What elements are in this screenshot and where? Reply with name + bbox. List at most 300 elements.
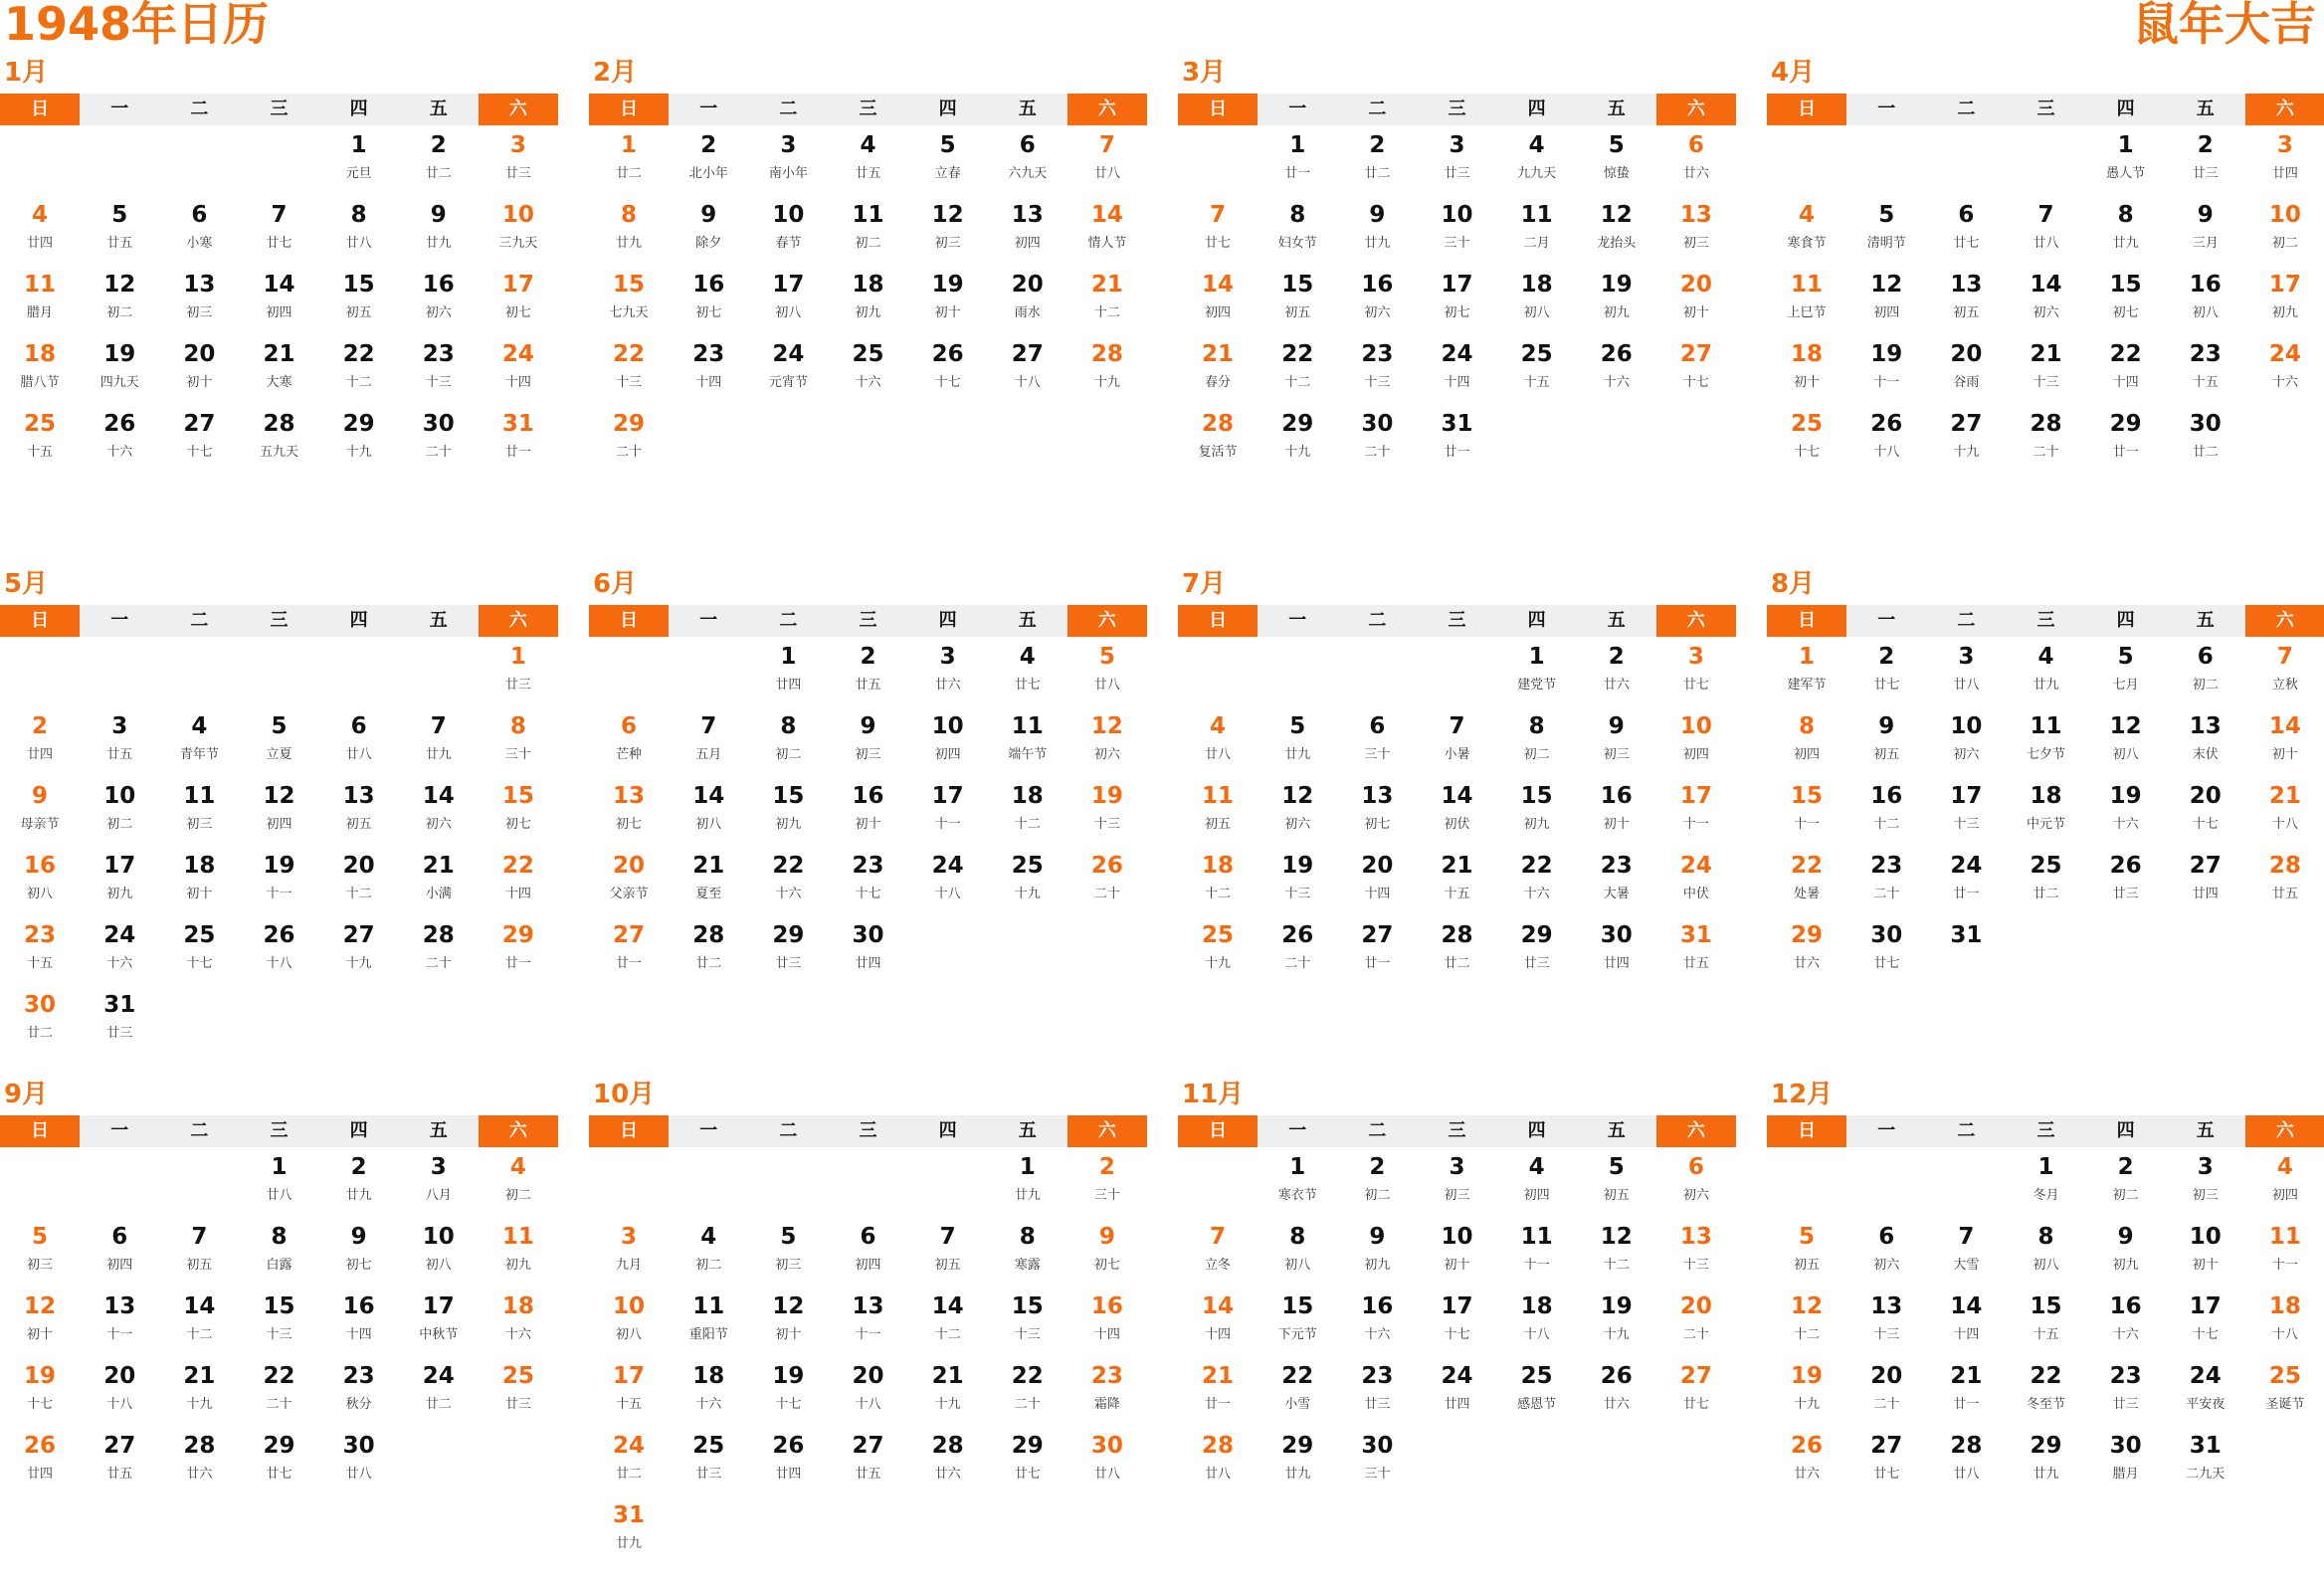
day-cell bbox=[2086, 1426, 2166, 1495]
day-number: 27 bbox=[613, 922, 646, 948]
day-cell bbox=[1656, 334, 1736, 404]
day-cell bbox=[319, 1287, 399, 1356]
day-cell bbox=[399, 915, 479, 985]
lunar-date: 十一 bbox=[2271, 1258, 2298, 1273]
day-number: 21 bbox=[183, 1363, 216, 1389]
day-number: 29 bbox=[501, 922, 534, 948]
day-cell bbox=[1258, 1287, 1337, 1356]
day-cell bbox=[1656, 1356, 1736, 1426]
day-cell bbox=[908, 706, 988, 776]
lunar-date: 廿七 bbox=[266, 1467, 292, 1482]
day-cell bbox=[399, 334, 479, 404]
day-cell bbox=[748, 915, 828, 985]
lunar-date: 廿二 bbox=[425, 1397, 452, 1412]
day-cell bbox=[319, 125, 399, 195]
day-number: 13 bbox=[1679, 202, 1712, 228]
day-number: 29 bbox=[2109, 411, 2142, 437]
day-number: 25 bbox=[183, 922, 216, 948]
weekday-label: 三 bbox=[270, 1120, 289, 1141]
day-number: 16 bbox=[2109, 1293, 2142, 1319]
day-cell bbox=[479, 1147, 558, 1217]
lunar-date: 建军节 bbox=[1787, 678, 1827, 693]
day-cell bbox=[1178, 915, 1258, 985]
day-number: 13 bbox=[613, 783, 646, 809]
month-title: 10月 bbox=[593, 1080, 656, 1109]
lunar-date: 十二 bbox=[186, 1327, 213, 1342]
day-number: 16 bbox=[1090, 1293, 1123, 1319]
day-number: 10 bbox=[931, 713, 964, 739]
lunar-date: 十三 bbox=[425, 375, 452, 390]
day-cell bbox=[1656, 706, 1736, 776]
lunar-date: 廿七 bbox=[1873, 956, 1900, 971]
lunar-date: 二十 bbox=[1873, 887, 1900, 901]
day-cell bbox=[828, 334, 907, 404]
day-number: 27 bbox=[183, 411, 216, 437]
lunar-date: 愚人节 bbox=[2106, 166, 2146, 181]
day-cell bbox=[0, 404, 80, 474]
day-cell bbox=[908, 637, 988, 706]
day-cell bbox=[908, 1356, 988, 1426]
day-number: 28 bbox=[263, 411, 295, 437]
day-cell bbox=[1497, 125, 1577, 195]
day-cell bbox=[1656, 776, 1736, 846]
day-number: 18 bbox=[1791, 341, 1824, 367]
day-number: 24 bbox=[772, 341, 805, 367]
day-cell bbox=[1767, 195, 1846, 265]
day-number: 27 bbox=[103, 1433, 136, 1459]
day-number: 3 bbox=[780, 132, 797, 158]
day-cell bbox=[1178, 1287, 1258, 1356]
day-number: 9 bbox=[1369, 1224, 1386, 1250]
day-cell bbox=[479, 404, 558, 474]
day-cell bbox=[2086, 1147, 2166, 1217]
lunar-date: 三十 bbox=[1364, 747, 1391, 762]
day-number: 14 bbox=[183, 1293, 216, 1319]
day-cell bbox=[399, 125, 479, 195]
day-number: 31 bbox=[103, 992, 136, 1018]
day-number: 11 bbox=[501, 1224, 534, 1250]
day-number: 30 bbox=[1600, 922, 1633, 948]
weekday-header bbox=[589, 605, 1147, 637]
lunar-date: 十八 bbox=[1523, 1327, 1550, 1342]
day-number: 17 bbox=[422, 1293, 455, 1319]
lunar-date: 十三 bbox=[1953, 817, 1980, 832]
day-number: 6 bbox=[2197, 644, 2214, 670]
lunar-date: 初四 bbox=[106, 1258, 133, 1273]
lunar-date: 除夕 bbox=[695, 236, 722, 251]
day-cell bbox=[2006, 195, 2085, 265]
day-number: 30 bbox=[24, 992, 57, 1018]
day-number: 4 bbox=[1528, 132, 1545, 158]
day-cell bbox=[748, 334, 828, 404]
lunar-date: 初二 bbox=[1523, 747, 1550, 762]
weekday-label: 日 bbox=[1767, 1115, 1846, 1147]
day-number: 25 bbox=[1520, 341, 1553, 367]
day-number: 20 bbox=[342, 853, 375, 879]
day-cell bbox=[589, 125, 669, 195]
day-number: 22 bbox=[1281, 341, 1314, 367]
month-title: 11月 bbox=[1182, 1080, 1245, 1109]
day-number: 15 bbox=[342, 272, 375, 298]
day-cell bbox=[908, 334, 988, 404]
lunar-date: 廿二 bbox=[616, 1467, 643, 1482]
lunar-date: 初四 bbox=[1205, 305, 1232, 320]
weekday-label: 日 bbox=[1178, 94, 1258, 125]
lunar-date: 龙抬头 bbox=[1597, 236, 1637, 251]
day-cell bbox=[589, 265, 669, 334]
day-number: 20 bbox=[2189, 783, 2222, 809]
day-number: 3 bbox=[2276, 132, 2293, 158]
lunar-date: 二十 bbox=[616, 445, 643, 460]
lunar-date: 十三 bbox=[1873, 1327, 1900, 1342]
day-number: 7 bbox=[1449, 713, 1465, 739]
lunar-date: 寒衣节 bbox=[1277, 1188, 1317, 1203]
day-cell bbox=[239, 915, 318, 985]
day-number: 13 bbox=[1870, 1293, 1903, 1319]
day-cell bbox=[908, 265, 988, 334]
day-cell bbox=[319, 195, 399, 265]
weekday-label: 日 bbox=[0, 94, 80, 125]
day-number: 23 bbox=[1361, 341, 1394, 367]
day-number: 11 bbox=[1520, 1224, 1553, 1250]
day-number: 1 bbox=[2037, 1154, 2054, 1180]
lunar-date: 初九 bbox=[504, 1258, 531, 1273]
day-number: 18 bbox=[24, 341, 57, 367]
day-cell bbox=[239, 846, 318, 915]
day-number: 10 bbox=[2268, 202, 2301, 228]
day-number: 16 bbox=[1600, 783, 1633, 809]
day-number: 16 bbox=[342, 1293, 375, 1319]
lunar-date: 廿九 bbox=[1284, 1467, 1311, 1482]
day-cell bbox=[1656, 915, 1736, 985]
lunar-date: 廿八 bbox=[1953, 678, 1980, 693]
day-number: 7 bbox=[1210, 202, 1227, 228]
day-cell bbox=[2245, 1356, 2324, 1426]
day-number: 15 bbox=[501, 783, 534, 809]
lunar-date: 廿九 bbox=[1364, 236, 1391, 251]
day-number: 17 bbox=[2268, 272, 2301, 298]
lunar-date: 腊八节 bbox=[20, 375, 60, 390]
day-cell bbox=[1577, 265, 1656, 334]
lunar-date: 廿二 bbox=[616, 166, 643, 181]
day-number: 7 bbox=[191, 1224, 208, 1250]
day-cell bbox=[2166, 334, 2245, 404]
lunar-date: 三十 bbox=[504, 747, 531, 762]
day-cell bbox=[319, 334, 399, 404]
weekday-label: 六 bbox=[1656, 94, 1736, 125]
day-cell bbox=[1417, 265, 1496, 334]
day-number: 26 bbox=[931, 341, 964, 367]
day-cell bbox=[159, 706, 239, 776]
lunar-date: 初八 bbox=[1284, 1258, 1311, 1273]
lunar-date: 初三 bbox=[27, 1258, 54, 1273]
weekday-label: 三 bbox=[1448, 1120, 1466, 1141]
day-cell bbox=[1497, 334, 1577, 404]
day-number: 28 bbox=[1441, 922, 1473, 948]
day-number: 14 bbox=[1202, 272, 1235, 298]
day-number: 13 bbox=[852, 1293, 884, 1319]
day-cell bbox=[239, 404, 318, 474]
lunar-date: 廿八 bbox=[2033, 236, 2059, 251]
lunar-date: 雨水 bbox=[1014, 305, 1041, 320]
day-cell bbox=[159, 915, 239, 985]
day-number: 24 bbox=[613, 1433, 646, 1459]
day-cell bbox=[80, 265, 159, 334]
day-cell bbox=[479, 846, 558, 915]
lunar-date: 初九 bbox=[1603, 305, 1630, 320]
day-cell bbox=[159, 404, 239, 474]
lunar-date: 廿二 bbox=[695, 956, 722, 971]
lunar-date: 十八 bbox=[2271, 817, 2298, 832]
lunar-date: 复活节 bbox=[1198, 445, 1238, 460]
weekday-label: 六 bbox=[479, 1115, 558, 1147]
page-title: 1948年日历 bbox=[4, 0, 270, 51]
day-number: 17 bbox=[103, 853, 136, 879]
day-number: 15 bbox=[1281, 272, 1314, 298]
day-cell bbox=[479, 1217, 558, 1287]
day-cell bbox=[1577, 706, 1656, 776]
lunar-date: 初九 bbox=[106, 887, 133, 901]
day-number: 19 bbox=[1791, 1363, 1824, 1389]
lunar-date: 廿八 bbox=[266, 1188, 292, 1203]
day-number: 6 bbox=[111, 1224, 128, 1250]
day-cell bbox=[1656, 1217, 1736, 1287]
day-number: 5 bbox=[1878, 202, 1895, 228]
day-cell bbox=[80, 334, 159, 404]
day-number: 24 bbox=[103, 922, 136, 948]
weekday-label: 日 bbox=[589, 94, 669, 125]
lunar-date: 十二 bbox=[1794, 1327, 1821, 1342]
lunar-date: 廿一 bbox=[1205, 1397, 1232, 1412]
day-number: 5 bbox=[1608, 132, 1625, 158]
day-number: 25 bbox=[1202, 922, 1235, 948]
lunar-date: 寒食节 bbox=[1787, 236, 1827, 251]
day-number: 7 bbox=[2037, 202, 2054, 228]
day-cell bbox=[1767, 915, 1846, 985]
lunar-date: 廿三 bbox=[504, 1397, 531, 1412]
day-cell bbox=[319, 1356, 399, 1426]
lunar-date: 十一 bbox=[1523, 1258, 1550, 1273]
day-number: 17 bbox=[772, 272, 805, 298]
day-number: 12 bbox=[931, 202, 964, 228]
day-number: 10 bbox=[613, 1293, 646, 1319]
day-cell bbox=[748, 195, 828, 265]
day-number: 29 bbox=[263, 1433, 295, 1459]
day-number: 31 bbox=[1441, 411, 1473, 437]
lunar-date: 十九 bbox=[1603, 1327, 1630, 1342]
lunar-date: 十四 bbox=[504, 887, 531, 901]
weekday-label: 五 bbox=[1018, 99, 1037, 119]
lunar-date: 十九 bbox=[1284, 445, 1311, 460]
day-number: 17 bbox=[931, 783, 964, 809]
day-number: 7 bbox=[1098, 132, 1115, 158]
day-number: 4 bbox=[1210, 713, 1227, 739]
day-cell bbox=[908, 195, 988, 265]
day-number: 20 bbox=[613, 853, 646, 879]
day-cell bbox=[1178, 846, 1258, 915]
lunar-date: 初三 bbox=[1444, 1188, 1470, 1203]
day-cell bbox=[2166, 776, 2245, 846]
day-cell bbox=[1067, 334, 1147, 404]
day-cell bbox=[1846, 776, 1926, 846]
lunar-date: 廿三 bbox=[1444, 166, 1470, 181]
day-number: 2 bbox=[1608, 644, 1625, 670]
day-number: 26 bbox=[1281, 922, 1314, 948]
lunar-date: 十二 bbox=[1284, 375, 1311, 390]
month-7 bbox=[1178, 568, 1736, 1078]
day-number: 24 bbox=[422, 1363, 455, 1389]
day-number: 13 bbox=[1011, 202, 1044, 228]
day-number: 9 bbox=[430, 202, 447, 228]
lunar-date: 夏至 bbox=[695, 887, 722, 901]
lunar-date: 初六 bbox=[425, 305, 452, 320]
month-10 bbox=[589, 1079, 1147, 1588]
day-number: 16 bbox=[1870, 783, 1903, 809]
day-number: 18 bbox=[1520, 1293, 1553, 1319]
weekday-label: 一 bbox=[1877, 1120, 1896, 1141]
lunar-date: 十六 bbox=[695, 1397, 722, 1412]
day-cell bbox=[2006, 637, 2085, 706]
day-number: 28 bbox=[1950, 1433, 1983, 1459]
lunar-date: 上巳节 bbox=[1787, 305, 1827, 320]
day-cell bbox=[988, 1426, 1067, 1495]
day-number: 1 bbox=[271, 1154, 288, 1180]
lunar-date: 十五 bbox=[1444, 887, 1470, 901]
lunar-date: 九九天 bbox=[1517, 166, 1557, 181]
day-cell bbox=[239, 265, 318, 334]
lunar-date: 廿六 bbox=[1794, 1467, 1821, 1482]
day-number: 5 bbox=[1289, 713, 1306, 739]
day-number: 29 bbox=[2030, 1433, 2062, 1459]
day-cell bbox=[1067, 846, 1147, 915]
lunar-date: 廿八 bbox=[345, 1467, 372, 1482]
day-cell bbox=[1337, 915, 1417, 985]
day-number: 3 bbox=[2197, 1154, 2214, 1180]
day-number: 9 bbox=[2117, 1224, 2134, 1250]
day-cell bbox=[1497, 1287, 1577, 1356]
day-number: 21 bbox=[931, 1363, 964, 1389]
day-number: 1 bbox=[1019, 1154, 1036, 1180]
lunar-date: 初九 bbox=[2112, 1258, 2139, 1273]
day-cell bbox=[1767, 265, 1846, 334]
day-number: 16 bbox=[2189, 272, 2222, 298]
day-number: 22 bbox=[2109, 341, 2142, 367]
day-cell bbox=[748, 125, 828, 195]
weekday-label: 二 bbox=[190, 610, 209, 631]
lunar-date: 初四 bbox=[266, 305, 292, 320]
day-number: 24 bbox=[2268, 341, 2301, 367]
lunar-date: 十五 bbox=[2192, 375, 2219, 390]
day-cell bbox=[748, 706, 828, 776]
day-cell bbox=[1767, 1287, 1846, 1356]
lunar-date: 十二 bbox=[1873, 817, 1900, 832]
lunar-date: 十六 bbox=[855, 375, 881, 390]
lunar-date: 腊月 bbox=[27, 305, 54, 320]
day-number: 1 bbox=[621, 132, 638, 158]
day-number: 24 bbox=[501, 341, 534, 367]
lunar-date: 初八 bbox=[695, 817, 722, 832]
lunar-date: 十九 bbox=[186, 1397, 213, 1412]
month-1 bbox=[0, 57, 558, 566]
weekday-label: 一 bbox=[110, 99, 129, 119]
day-number: 12 bbox=[1791, 1293, 1824, 1319]
day-number: 16 bbox=[1361, 272, 1394, 298]
day-number: 22 bbox=[2030, 1363, 2062, 1389]
lunar-date: 初八 bbox=[425, 1258, 452, 1273]
weekday-label: 一 bbox=[1288, 1120, 1307, 1141]
day-number: 28 bbox=[422, 922, 455, 948]
lunar-date: 北小年 bbox=[688, 166, 728, 181]
day-number: 19 bbox=[931, 272, 964, 298]
day-number: 27 bbox=[342, 922, 375, 948]
day-cell bbox=[1178, 265, 1258, 334]
day-cell bbox=[1497, 1147, 1577, 1217]
day-cell bbox=[2086, 1287, 2166, 1356]
day-number: 15 bbox=[1011, 1293, 1044, 1319]
month-2 bbox=[589, 57, 1147, 566]
day-number: 28 bbox=[2268, 853, 2301, 879]
day-number: 3 bbox=[111, 713, 128, 739]
day-number: 22 bbox=[1011, 1363, 1044, 1389]
day-number: 26 bbox=[263, 922, 295, 948]
weekday-label: 一 bbox=[699, 1120, 718, 1141]
day-number: 28 bbox=[2030, 411, 2062, 437]
lunar-date: 廿九 bbox=[2033, 678, 2059, 693]
day-cell bbox=[1926, 404, 2006, 474]
day-number: 17 bbox=[501, 272, 534, 298]
month-title: 12月 bbox=[1771, 1080, 1834, 1109]
day-cell bbox=[2166, 637, 2245, 706]
lunar-date: 廿三 bbox=[504, 678, 531, 693]
day-number: 2 bbox=[32, 713, 49, 739]
lunar-date: 初三 bbox=[775, 1258, 802, 1273]
day-cell bbox=[1067, 1147, 1147, 1217]
lunar-date: 初二 bbox=[2271, 236, 2298, 251]
weekday-label: 三 bbox=[1448, 610, 1466, 631]
day-cell bbox=[1258, 195, 1337, 265]
day-cell bbox=[2245, 637, 2324, 706]
lunar-date: 廿九 bbox=[1284, 747, 1311, 762]
day-cell bbox=[1178, 1356, 1258, 1426]
weekday-label: 日 bbox=[1767, 94, 1846, 125]
day-cell bbox=[1258, 265, 1337, 334]
weekday-header bbox=[1178, 94, 1736, 125]
weekday-label: 日 bbox=[0, 1115, 80, 1147]
day-cell bbox=[2086, 125, 2166, 195]
weekday-label: 二 bbox=[779, 610, 798, 631]
weekday-label: 五 bbox=[429, 610, 448, 631]
day-number: 4 bbox=[860, 132, 876, 158]
day-cell bbox=[1656, 265, 1736, 334]
day-number: 10 bbox=[1950, 713, 1983, 739]
day-number: 19 bbox=[1600, 1293, 1633, 1319]
day-cell bbox=[828, 1217, 907, 1287]
day-cell bbox=[1417, 404, 1496, 474]
day-number: 2 bbox=[1369, 132, 1386, 158]
day-number: 16 bbox=[692, 272, 725, 298]
day-number: 27 bbox=[852, 1433, 884, 1459]
day-cell bbox=[988, 1356, 1067, 1426]
lunar-date: 元旦 bbox=[345, 166, 372, 181]
day-cell bbox=[589, 846, 669, 915]
day-cell bbox=[1067, 706, 1147, 776]
weekday-label: 日 bbox=[1767, 605, 1846, 637]
day-cell bbox=[1656, 846, 1736, 915]
lunar-date: 妇女节 bbox=[1277, 236, 1317, 251]
weekday-header bbox=[0, 1115, 558, 1147]
day-number: 9 bbox=[1878, 713, 1895, 739]
day-cell bbox=[1577, 1217, 1656, 1287]
